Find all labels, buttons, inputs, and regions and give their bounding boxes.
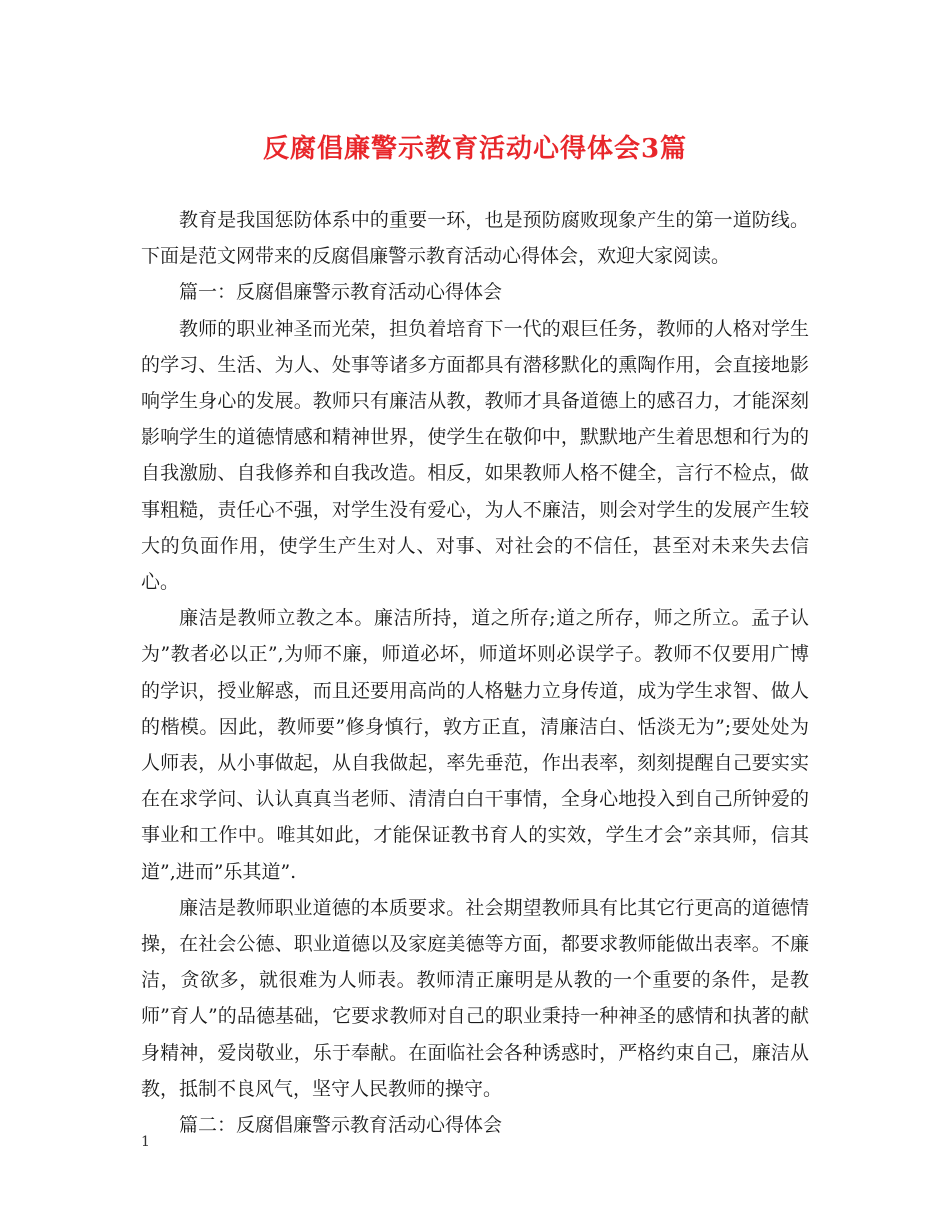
- document-body: [141, 202, 809, 1143]
- section-heading-1: 篇一：反腐倡廉警示教育活动心得体会: [179, 281, 503, 304]
- paragraph: 廉洁是教师职业道德的本质要求。社会期望教师具有比其它行更高的道德情操，在社会公德、职业道德以及家庭美德等方面，都要求教师能做出表率。不廉洁，贪欲多，就很难为人师表。教师清正廉明是从教的一个重要的条件，是教师”育人”的品德基础，它要求教师对自己的职业秉持一种神圣的感情和执著的献身精神，爱岗敬业，乐于奉献。在面临社会各种诱惑时，严格约束自己，廉洁从教，抵制不良风气，坚守人民教师的操守。: [141, 896, 809, 1100]
- document-title: 反腐倡廉警示教育活动心得体会3篇: [262, 134, 688, 164]
- paragraph: 教师的职业神圣而光荣，担负着培育下一代的艰巨任务，教师的人格对学生的学习、生活、为人、处事等诸多方面都具有潜移默化的熏陶作用，会直接地影响学生身心的发展。教师只有廉洁从教，教师才具备道德上的感召力，才能深刻影响学生的道德情感和精神世界，使学生在敬仰中，默默地产生着思想和行为的自我激励、自我修养和自我改造。相反，如果教师人格不健全，言行不检点，做事粗糙，责任心不强，对学生没有爱心，为人不廉洁，则会对学生的发展产生较大的负面作用，使学生产生对人、对事、对社会的不信任，甚至对未来失去信心。: [141, 317, 809, 594]
- page-number: 1: [141, 1134, 150, 1150]
- section-heading-2: 篇二：反腐倡廉警示教育活动心得体会: [179, 1114, 503, 1137]
- paragraph-intro: 教育是我国惩防体系中的重要一环，也是预防腐败现象产生的第一道防线。下面是范文网带来的反腐倡廉警示教育活动心得体会，欢迎大家阅读。: [141, 209, 809, 268]
- paragraph: 廉洁是教师立教之本。廉洁所持，道之所存;道之所存，师之所立。孟子认为”教者必以正”,为师不廉，师道必坏，师道坏则必误学子。教师不仅要用广博的学识，授业解惑，而且还要用高尚的人格魅力立身传道，成为学生求智、做人的楷模。因此，教师要”修身慎行，敦方正直，清廉洁白、恬淡无为”;要处处为人师表，从小事做起，从自我做起，率先垂范，作出表率，刻刻提醒自己要实实在在求学问、认认真真当老师、清清白白干事情，全身心地投入到自己所钟爱的事业和工作中。唯其如此，才能保证教书育人的实效，学生才会”亲其师，信其道”,进而”乐其道”.: [141, 607, 809, 883]
